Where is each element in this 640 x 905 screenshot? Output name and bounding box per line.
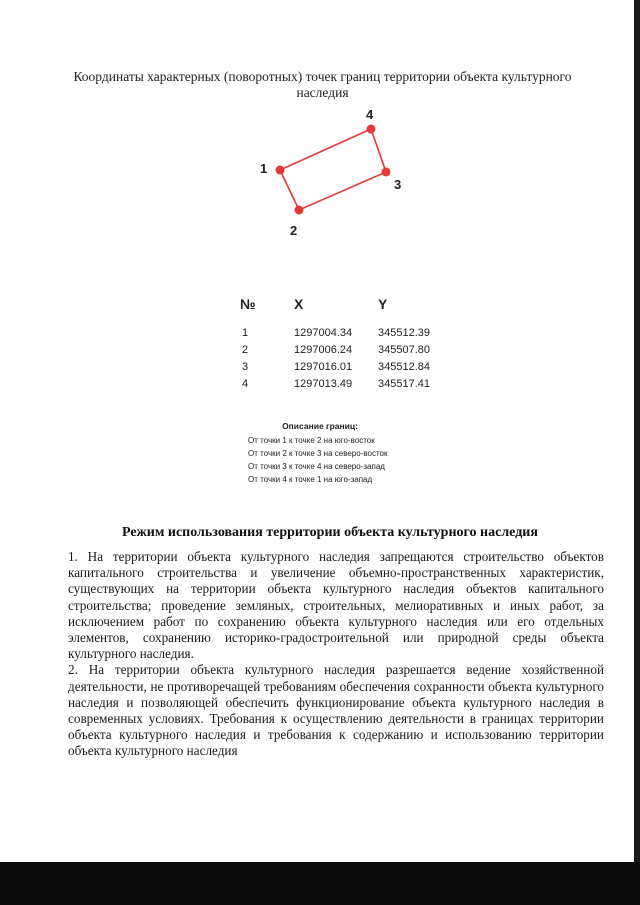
cell-x: 1297013.49	[294, 377, 353, 390]
table-row	[222, 375, 448, 392]
point-label-3: 3	[394, 177, 402, 192]
cell-y: 345512.84	[378, 360, 430, 373]
boundary-point-3	[382, 168, 391, 177]
boundary-point-4	[367, 125, 376, 134]
point-label-2: 2	[290, 223, 298, 238]
paragraph: 2. На территории объекта культурного наследия разрешается ведение хозяйственной деятельности, не противоречащей требованиям обеспечения сохранности объекта культурного наследия и позволяющей обеспечить функционирование объекта культурного наследия в современных условиях. Требования к осуществлению деятельности в границах территории объекта культурного наследия и требования к содержанию и использованию территории объекта культурного наследия	[68, 662, 604, 759]
header-number: №	[240, 296, 256, 312]
border-line: От точки 4 к точке 1 на юго-запад	[248, 475, 373, 484]
border-line: От точки 1 к точке 2 на юго-восток	[248, 436, 375, 445]
point-label-4: 4	[366, 107, 374, 122]
table-row	[222, 358, 448, 375]
cell-number: 3	[242, 360, 249, 373]
boundary-diagram	[240, 100, 430, 245]
cell-y: 345507.80	[378, 343, 430, 356]
boundary-point-1	[276, 166, 285, 175]
cell-x: 1297016.01	[294, 360, 353, 373]
paragraph: 1. На территории объекта культурного наследия запрещаются строительство объектов капитального строительства и увеличение объемно-пространственных характеристик, существующих на территории объекта культурного наследия объектов капитального строительства; проведение земляных, строительных, мелиоративных и иных работ, за исключением работ по сохранению объекта культурного наследия или его отдельных элементов, сохранению историко-градостроительной или природной среды объекта культурного наследия.	[68, 549, 604, 662]
table-row	[222, 341, 448, 358]
boundary-polygon	[280, 129, 386, 210]
boundary-point-2	[295, 206, 304, 215]
cell-x: 1297006.24	[294, 343, 353, 356]
coordinates-table	[222, 296, 448, 392]
cell-x: 1297004.34	[294, 326, 353, 339]
border-line: От точки 3 к точке 4 на северо-запад	[248, 462, 385, 471]
regime-heading: Режим использования территории объекта культурного наследия	[122, 525, 538, 540]
cell-number: 2	[242, 343, 249, 356]
border-line: От точки 2 к точке 3 на северо-восток	[248, 449, 388, 458]
regime-text	[68, 549, 604, 760]
document-title: Координаты характерных (поворотных) точек границ территории объекта культурного наследия	[73, 69, 572, 100]
header-y: Y	[378, 296, 388, 312]
scan-edge-shadow	[634, 0, 640, 862]
header-x: X	[294, 296, 304, 312]
cell-number: 4	[242, 377, 249, 390]
cell-number: 1	[242, 326, 249, 339]
scan-bottom-band	[0, 862, 640, 905]
table-header-row	[222, 296, 448, 324]
border-description-heading: Описание границ:	[282, 421, 358, 431]
table-row	[222, 324, 448, 341]
cell-y: 345517.41	[378, 377, 430, 390]
point-label-1: 1	[260, 161, 268, 176]
border-description	[230, 421, 410, 486]
cell-y: 345512.39	[378, 326, 430, 339]
